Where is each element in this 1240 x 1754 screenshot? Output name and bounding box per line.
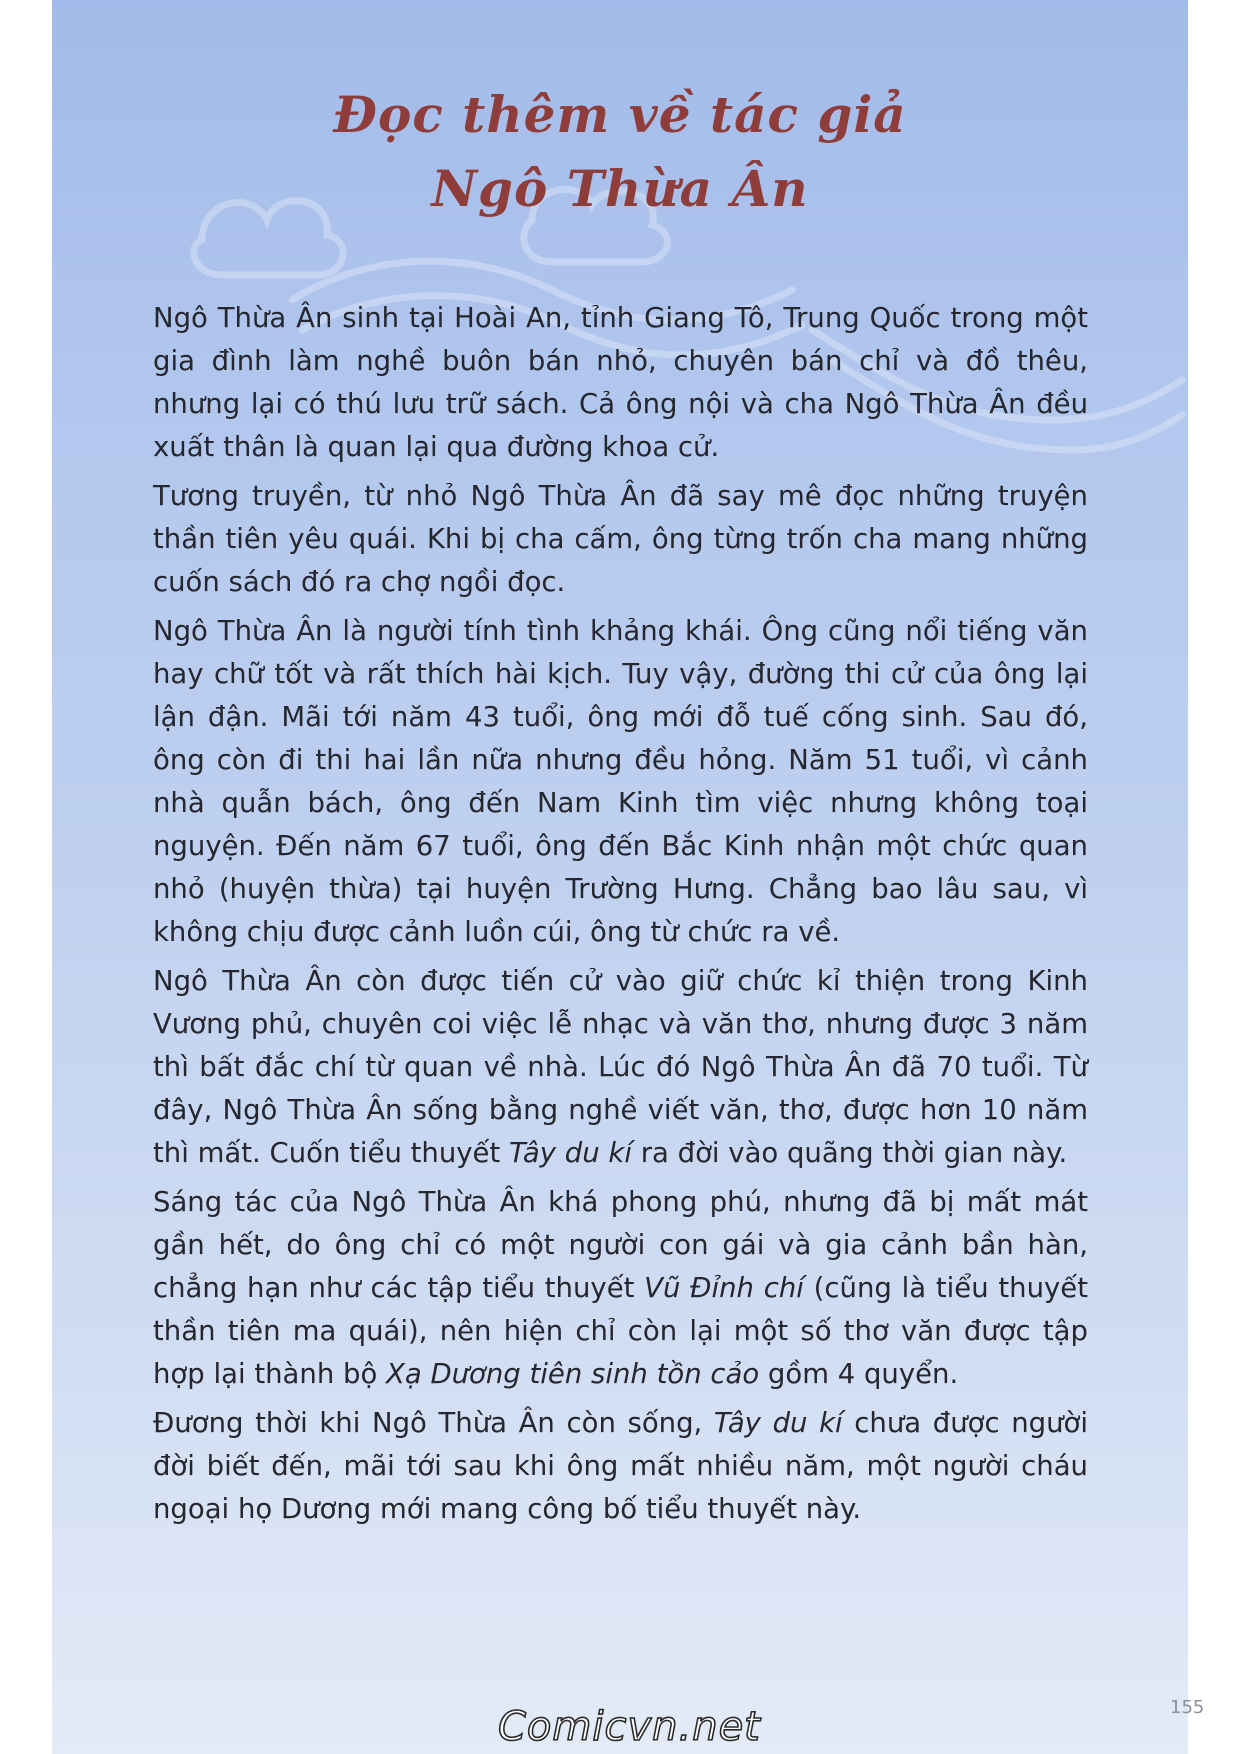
watermark: Comicvn.net [498, 1704, 761, 1750]
paragraph-6 [153, 1402, 1088, 1531]
book-title-tay-du-ki: Tây du kí [713, 1407, 843, 1439]
paragraph-text: (cũng là tiểu thuyết thần tiên ma quái), nên hiện chỉ còn lại một số thơ văn được tập hợp lại thành bộ [153, 1272, 1088, 1390]
paragraph-2 [153, 475, 1088, 604]
page-number: 155 [1170, 1697, 1205, 1718]
paragraph-text: Đương thời khi Ngô Thừa Ân còn sống, [153, 1407, 714, 1439]
paragraph-text: Tương truyền, từ nhỏ Ngô Thừa Ân đã say mê đọc những truyện thần tiên yêu quái. Khi bị cha cấm, ông từng trốn cha mang những cuốn sách đó ra chợ ngồi đọc. [153, 480, 1088, 598]
paragraph-1 [153, 297, 1088, 469]
paragraph-text: Ngô Thừa Ân còn được tiến cử vào giữ chức kỉ thiện trong Kinh Vương phủ, chuyên coi việc lễ nhạc và văn thơ, nhưng được 3 năm thì bất đắc chí từ quan về nhà. Lúc đó Ngô Thừa Ân đã 70 tuổi. Từ đây, Ngô Thừa Ân sống bằng nghề viết văn, thơ, được hơn 10 năm thì mất. Cuốn tiểu thuyết [153, 965, 1088, 1169]
page-panel [52, 0, 1205, 1754]
paragraph-text: chưa được người đời biết đến, mãi tới sau khi ông mất nhiều năm, một người cháu ngoại họ Dương mới mang công bố tiểu thuyết này. [153, 1407, 1088, 1525]
paragraph-5 [153, 1181, 1088, 1396]
book-title-tay-du-ki: Tây du kí [509, 1137, 632, 1169]
book-title-vu-dinh-chi: Vũ Đỉnh chí [644, 1272, 804, 1304]
paragraph-text: Sáng tác của Ngô Thừa Ân khá phong phú, nhưng đã bị mất mát gần hết, do ông chỉ có một người con gái và gia cảnh bần hàn, chẳng hạn như các tập tiểu thuyết [153, 1186, 1088, 1304]
paragraph-4 [153, 960, 1088, 1175]
paragraph-text: ra đời vào quãng thời gian này. [631, 1137, 1068, 1169]
page-title [52, 78, 1188, 226]
paragraph-text: Ngô Thừa Ân là người tính tình khảng khái. Ông cũng nổi tiếng văn hay chữ tốt và rất thích hài kịch. Tuy vậy, đường thi cử của ông lại lận đận. Mãi tới năm 43 tuổi, ông mới đỗ tuế cống sinh. Sau đó, ông còn đi thi hai lần nữa nhưng đều hỏng. Năm 51 tuổi, vì cảnh nhà quẫn bách, ông đến Nam Kinh tìm việc nhưng không toại nguyện. Đến năm 67 tuổi, ông đến Bắc Kinh nhận một chức quan nhỏ (huyện thừa) tại huyện Trường Hưng. Chẳng bao lâu sau, vì không chịu được cảnh luồn cúi, ông từ chức ra về. [153, 615, 1088, 948]
paragraph-text: Ngô Thừa Ân sinh tại Hoài An, tỉnh Giang Tô, Trung Quốc trong một gia đình làm nghề buôn bán nhỏ, chuyên bán chỉ và đồ thêu, nhưng lại có thú lưu trữ sách. Cả ông nội và cha Ngô Thừa Ân đều xuất thân là quan lại qua đường khoa cử. [153, 302, 1088, 463]
paragraph-text: gồm 4 quyển. [759, 1358, 959, 1390]
paragraph-3 [153, 610, 1088, 954]
title-line-1: Đọc thêm về tác giả [333, 85, 907, 144]
article-body [153, 297, 1088, 1537]
book-title-xa-duong: Xạ Dương tiên sinh tồn cảo [386, 1358, 760, 1390]
title-line-2: Ngô Thừa Ân [431, 159, 809, 218]
